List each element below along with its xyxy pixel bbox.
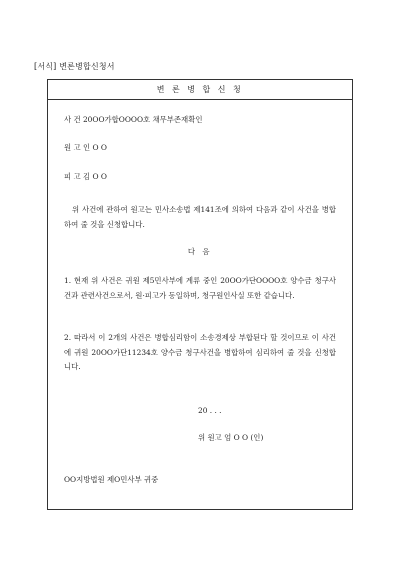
form-title: 변 론 병 합 신 청 xyxy=(48,80,352,100)
intro-paragraph: 위 사건에 관하여 원고는 민사소송법 제141조에 의하여 다음과 같이 사건을 병합하여 줄 것을 신청합니다. xyxy=(64,205,336,229)
case-line: 사 건 20OO가합OOOO호 채무부존재확인 xyxy=(64,115,203,124)
petition-form xyxy=(47,79,353,510)
section-heading: 다 음 xyxy=(187,247,213,256)
defendant-line: 피 고 김 O O xyxy=(64,172,107,181)
court-line: OO지방법원 제O민사부 귀중 xyxy=(64,475,159,484)
signer-line: 위 원고 엄 O O (인) xyxy=(198,433,264,442)
item-2: 2. 따라서 이 2개의 사건은 병합심리함이 소송경제상 부합된다 할 것이므로 이 사건에 귀원 20OO가단11234호 양수금 청구사건을 병합하여 심리하여 줄 것을 신청합니다. xyxy=(64,333,336,371)
date-line: 20 . . . xyxy=(198,406,222,415)
plaintiff-line: 원 고 인 O O xyxy=(64,143,107,152)
form-caption: [서식] 변론병합신청서 xyxy=(34,62,115,71)
item-1: 1. 현재 위 사건은 귀원 제5민사부에 계류 중인 20OO가단OOOO호 양수금 청구사건과 관련사건으로서, 원·피고가 동일하며, 청구원인사실 또한 같습니다. xyxy=(64,276,336,300)
